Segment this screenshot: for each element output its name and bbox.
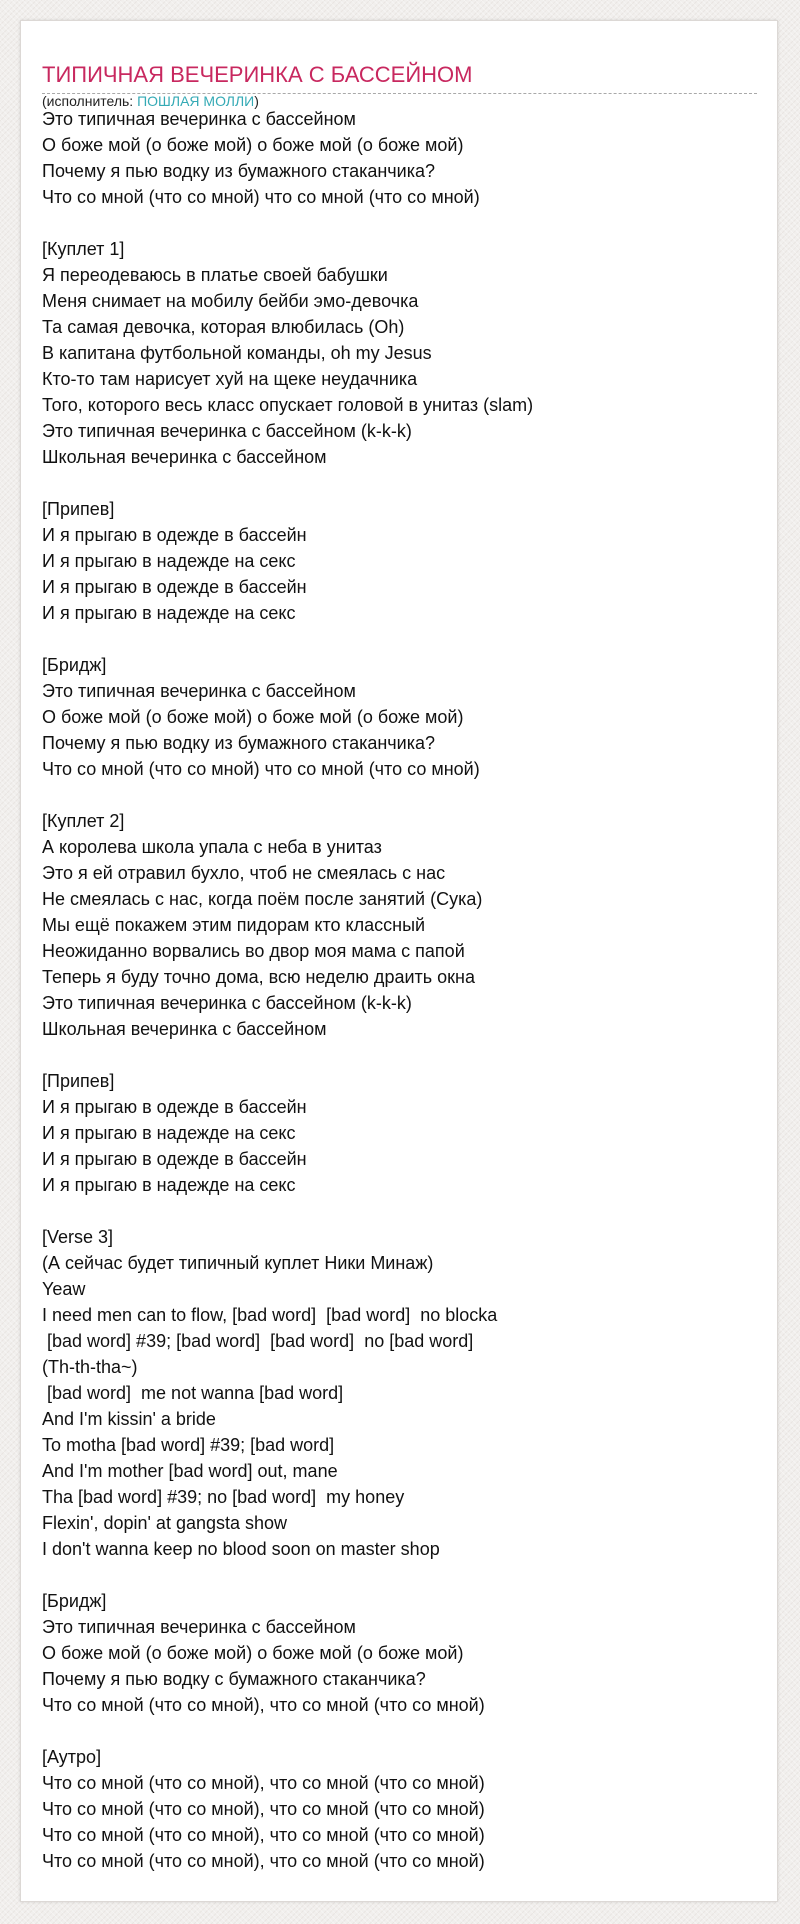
artist-suffix: ) [254,93,259,109]
lyric-line: Это типичная вечеринка с бассейном [42,681,356,701]
lyrics-text [42,106,762,1874]
lyric-line: [bad word] #39; [bad word] [bad word] no [bad word] [42,1331,474,1351]
lyric-line: [Бридж] [42,655,107,675]
stanza-break [42,470,762,496]
lyric-line: [Verse 3] [42,1227,114,1247]
artist-link[interactable]: ПОШЛАЯ МОЛЛИ [137,93,255,109]
lyric-line: [Бридж] [42,1591,107,1611]
lyric-line: [bad word] me not wanna [bad word] [42,1383,344,1403]
lyric-line: [Куплет 1] [42,239,125,259]
lyric-line: Что со мной (что со мной), что со мной (что со мной) [42,1773,485,1793]
stanza-break [42,1718,762,1744]
lyrics-card [20,20,778,1902]
lyric-line: Flexin', dopin' at gangsta show [42,1513,288,1533]
stanza-break [42,210,762,236]
lyric-line: Что со мной (что со мной), что со мной (что со мной) [42,1799,485,1819]
lyric-line: Кто-то там нарисует хуй на щеке неудачника [42,369,418,389]
stanza-break [42,782,762,808]
stanza-break [42,626,762,652]
lyric-line: И я прыгаю в одежде в бассейн [42,1097,307,1117]
lyric-line: To motha [bad word] #39; [bad word] [42,1435,335,1455]
lyric-line: Не смеялась с нас, когда поём после занятий (Сука) [42,889,483,909]
lyric-line: Это типичная вечеринка с бассейном [42,1617,356,1637]
lyric-line: О боже мой (о боже мой) о боже мой (о боже мой) [42,1643,464,1663]
lyric-line: Yeaw [42,1279,86,1299]
lyric-line: [Припев] [42,1071,115,1091]
lyric-line: Теперь я буду точно дома, всю неделю драить окна [42,967,475,987]
lyric-line: [Припев] [42,499,115,519]
lyric-line: (Th-th-tha~) [42,1357,138,1377]
artist-prefix: (исполнитель: [42,93,138,109]
lyric-line: Того, которого весь класс опускает головой в унитаз (slam) [42,395,534,415]
lyric-line: И я прыгаю в надежде на секс [42,603,296,623]
lyric-line: А королева школа упала с неба в унитаз [42,837,382,857]
lyric-line: [Аутро] [42,1747,102,1767]
lyric-line: Что со мной (что со мной) что со мной (что со мной) [42,187,480,207]
lyric-line: Почему я пью водку из бумажного стаканчика? [42,161,436,181]
lyric-line: Школьная вечеринка с бассейном [42,447,327,467]
lyric-line: Школьная вечеринка с бассейном [42,1019,327,1039]
lyric-line: Неожиданно ворвались во двор моя мама с папой [42,941,465,961]
lyric-line: И я прыгаю в одежде в бассейн [42,1149,307,1169]
lyric-line: Почему я пью водку с бумажного стаканчика? [42,1669,426,1689]
stanza-break [42,1198,762,1224]
lyric-line: О боже мой (о боже мой) о боже мой (о боже мой) [42,707,464,727]
lyric-line: Та самая девочка, которая влюбилась (Oh) [42,317,405,337]
lyric-line: Что со мной (что со мной), что со мной (что со мной) [42,1851,485,1871]
song-header [42,41,757,109]
lyric-line: Почему я пью водку из бумажного стаканчика? [42,733,436,753]
lyric-line: I need men can to flow, [bad word] [bad word] no blocka [42,1305,498,1325]
lyric-line: Это я ей отравил бухло, чтоб не смеялась с нас [42,863,446,883]
stanza-break [42,1042,762,1068]
lyric-line: И я прыгаю в надежде на секс [42,551,296,571]
lyric-line: And I'm mother [bad word] out, mane [42,1461,338,1481]
lyric-line: Это типичная вечеринка с бассейном (k-k-k) [42,421,412,441]
lyric-line: Что со мной (что со мной) что со мной (что со мной) [42,759,480,779]
lyric-line: And I'm kissin' a bride [42,1409,216,1429]
lyric-line: Я переодеваюсь в платье своей бабушки [42,265,388,285]
lyric-line: И я прыгаю в одежде в бассейн [42,525,307,545]
lyric-line: Tha [bad word] #39; no [bad word] my honey [42,1487,405,1507]
lyric-line: Мы ещё покажем этим пидорам кто классный [42,915,426,935]
lyric-line: И я прыгаю в одежде в бассейн [42,577,307,597]
lyric-line: Это типичная вечеринка с бассейном (k-k-k) [42,993,412,1013]
lyric-line: Что со мной (что со мной), что со мной (что со мной) [42,1825,485,1845]
lyric-line: I don't wanna keep no blood soon on master shop [42,1539,440,1559]
lyric-line: Что со мной (что со мной), что со мной (что со мной) [42,1695,485,1715]
lyric-line: Это типичная вечеринка с бассейном [42,109,356,129]
lyric-line: И я прыгаю в надежде на секс [42,1175,296,1195]
lyric-line: [Куплет 2] [42,811,125,831]
lyric-line: Меня снимает на мобилу бейби эмо-девочка [42,291,419,311]
lyric-line: В капитана футбольной команды, oh my Jesus [42,343,432,363]
song-title: ТИПИЧНАЯ ВЕЧЕРИНКА С БАССЕЙНОМ [42,62,473,87]
lyric-line: О боже мой (о боже мой) о боже мой (о боже мой) [42,135,464,155]
stanza-break [42,1562,762,1588]
lyric-line: И я прыгаю в надежде на секс [42,1123,296,1143]
lyric-line: (А сейчас будет типичный куплет Ники Минаж) [42,1253,434,1273]
